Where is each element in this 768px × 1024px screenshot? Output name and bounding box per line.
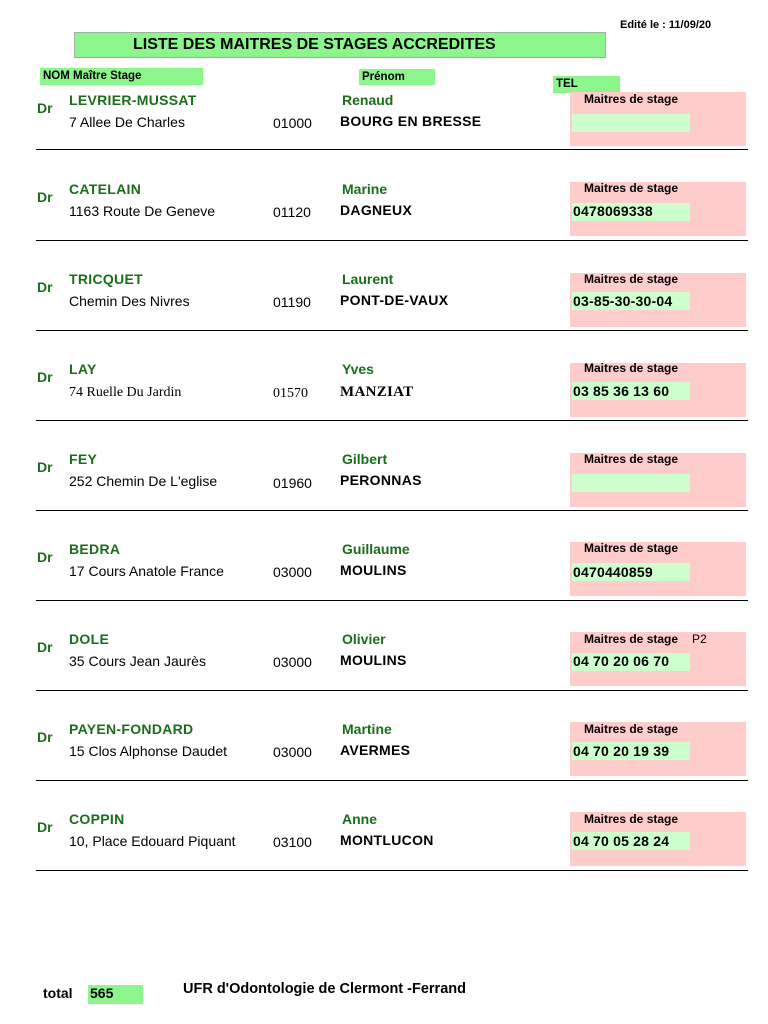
entry-tel: 03-85-30-30-04 [573, 293, 673, 309]
entry-city: MOULINS [340, 652, 407, 668]
row-divider [36, 690, 748, 691]
entry-last-name: LEVRIER-MUSSAT [69, 92, 197, 108]
entry-last-name: FEY [69, 451, 98, 467]
entry-title: Dr [37, 819, 53, 835]
entry-role: Maitres de stage [584, 92, 679, 106]
entry-role: Maitres de stage [584, 812, 679, 826]
entry-address: 17 Cours Anatole France [69, 563, 224, 579]
total-label: total [43, 985, 73, 1001]
entry-first-name: Gilbert [342, 451, 388, 467]
list-item [0, 721, 768, 811]
entry-address: 10, Place Edouard Piquant [69, 833, 236, 849]
entry-city: PERONNAS [340, 472, 422, 488]
row-divider [36, 240, 748, 241]
entry-first-name: Yves [342, 361, 374, 377]
total-value: 565 [90, 985, 114, 1001]
entry-last-name: BEDRA [69, 541, 121, 557]
entry-role: Maitres de stage [584, 722, 679, 736]
entry-tel: 04 70 05 28 24 [573, 833, 670, 849]
row-divider [36, 330, 748, 331]
entry-last-name: CATELAIN [69, 181, 142, 197]
list-item [0, 92, 768, 182]
row-divider [36, 510, 748, 511]
list-item [0, 271, 768, 361]
entry-role: Maitres de stage [584, 181, 679, 195]
edit-date: Edité le : 11/09/20 [620, 19, 712, 31]
column-header-nom: NOM Maître Stage [40, 68, 203, 85]
column-header-tel: TEL [553, 76, 620, 93]
entry-first-name: Renaud [342, 92, 394, 108]
entry-role: Maitres de stage [584, 541, 679, 555]
entry-zip: 01000 [273, 115, 312, 131]
entry-title: Dr [37, 189, 53, 205]
tel-field [572, 114, 690, 132]
entry-zip: 01120 [273, 204, 311, 220]
footer-institution: UFR d'Odontologie de Clermont -Ferrand [183, 981, 466, 997]
entry-city: MONTLUCON [340, 832, 434, 848]
entry-city: AVERMES [340, 742, 411, 758]
entry-first-name: Olivier [342, 631, 386, 647]
entry-address: 74 Ruelle Du Jardin [69, 385, 182, 400]
entry-role: Maitres de stage [584, 632, 679, 646]
entry-first-name: Laurent [342, 271, 394, 287]
column-header-prenom: Prénom [359, 69, 435, 85]
entry-address: 7 Allee De Charles [69, 114, 185, 130]
entry-tel: 04 70 20 19 39 [573, 743, 670, 759]
entry-city: PONT-DE-VAUX [340, 292, 449, 308]
entry-title: Dr [37, 459, 53, 475]
entry-title: Dr [37, 639, 53, 655]
list-item [0, 361, 768, 451]
row-divider [36, 870, 748, 871]
list-item [0, 811, 768, 901]
entry-zip: 01570 [273, 386, 308, 401]
entry-first-name: Guillaume [342, 541, 410, 557]
entry-last-name: PAYEN-FONDARD [69, 721, 194, 737]
entry-first-name: Marine [342, 181, 388, 197]
entry-city: DAGNEUX [340, 202, 413, 218]
entry-address: 1163 Route De Geneve [69, 203, 216, 219]
entry-role: Maitres de stage [584, 452, 679, 466]
entry-role: Maitres de stage [584, 272, 679, 286]
entry-title: Dr [37, 100, 53, 116]
entry-city: BOURG EN BRESSE [340, 113, 482, 129]
list-item [0, 541, 768, 631]
entry-last-name: LAY [69, 361, 97, 377]
list-item [0, 451, 768, 541]
list-item [0, 631, 768, 721]
entry-last-name: TRICQUET [69, 271, 143, 287]
entry-note: P2 [692, 632, 707, 646]
entry-city: MANZIAT [340, 384, 414, 400]
entry-title: Dr [37, 369, 53, 385]
entry-zip: 03000 [273, 564, 312, 580]
entry-first-name: Anne [342, 811, 377, 827]
tel-field [572, 474, 690, 492]
page-title: LISTE DES MAITRES DE STAGES ACCREDITES [74, 32, 606, 58]
entry-zip: 01960 [273, 475, 312, 491]
entry-tel: 0470440859 [573, 564, 653, 580]
entry-zip: 01190 [273, 294, 311, 310]
entry-tel: 0478069338 [573, 203, 653, 219]
entry-first-name: Martine [342, 721, 392, 737]
entry-zip: 03000 [273, 744, 312, 760]
entry-zip: 03100 [273, 834, 312, 850]
entry-title: Dr [37, 549, 53, 565]
entry-last-name: COPPIN [69, 811, 125, 827]
entry-address: 252 Chemin De L'eglise [69, 473, 218, 489]
row-divider [36, 149, 748, 150]
entry-address: 35 Cours Jean Jaurès [69, 653, 206, 669]
list-item [0, 181, 768, 271]
entry-role: Maitres de stage [584, 361, 679, 375]
entry-zip: 03000 [273, 654, 312, 670]
entry-title: Dr [37, 279, 53, 295]
row-divider [36, 600, 748, 601]
entry-last-name: DOLE [69, 631, 110, 647]
row-divider [36, 420, 748, 421]
entry-tel: 03 85 36 13 60 [573, 383, 670, 399]
entry-city: MOULINS [340, 562, 407, 578]
entry-address: 15 Clos Alphonse Daudet [69, 743, 227, 759]
entry-tel: 04 70 20 06 70 [573, 653, 670, 669]
row-divider [36, 780, 748, 781]
entry-title: Dr [37, 729, 53, 745]
entry-address: Chemin Des Nivres [69, 293, 190, 309]
